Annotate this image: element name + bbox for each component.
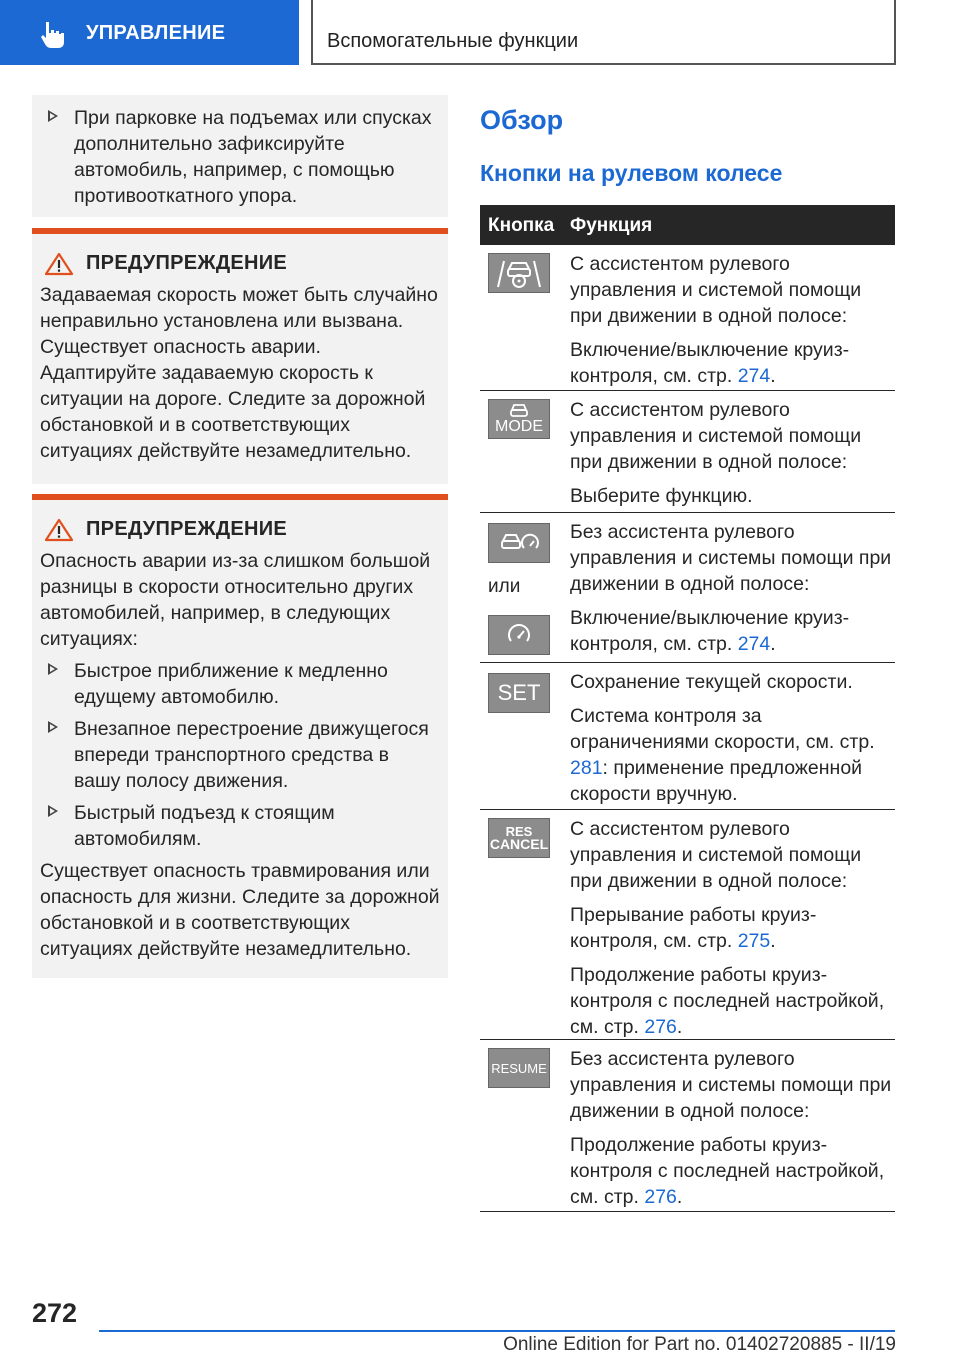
bullet-item: При парковке на подъемах или спусках дополнительно зафиксируйте автомобиль, например, с помощью противооткатного упора.: [32, 105, 448, 209]
or-label: или: [488, 576, 521, 597]
page-link[interactable]: 274: [737, 365, 771, 387]
triangle-bullet-icon: [48, 110, 58, 122]
column-header-button: Кнопка: [488, 215, 555, 236]
page-link[interactable]: 276: [644, 1186, 677, 1208]
function-description: С ассистентом рулевого управления и системой помощи при движении в одной полосе: Прерывание работы круиз-контроля, см. стр. 275. Продолжение работы круиз-контроля с последней настройкой, см. стр. 276.: [570, 818, 885, 1038]
resume-button: RESUME: [488, 1048, 550, 1088]
table-header: [480, 205, 895, 245]
cruise-control-icon: [497, 528, 541, 558]
cruise-control-button: [488, 523, 550, 563]
table-row: [480, 663, 895, 810]
warning-title: ПРЕДУПРЕЖДЕНИЕ: [86, 518, 288, 540]
function-description: Сохранение текущей скорости. Система контроля за ограничениями скорости, см. стр. 281: применение предложенной скорости вручную.: [570, 671, 875, 805]
page-link[interactable]: 275: [737, 930, 771, 952]
triangle-bullet-icon: [48, 663, 58, 675]
triangle-bullet-icon: [48, 721, 58, 733]
warning-box-1: [32, 228, 448, 484]
function-description: Без ассистента рулевого управления и системы помощи при движении в одной полосе: Включение/выключение круиз-контроля, см. стр. 274.: [570, 521, 892, 655]
section-heading: Обзор: [480, 105, 564, 135]
set-button: SET: [488, 673, 550, 713]
chapter-title: Вспомогательные функции: [327, 30, 579, 52]
steering-assist-icon: [490, 255, 548, 291]
bullet-item: Быстрое приближение к медленно едущему автомобилю.: [32, 658, 440, 710]
footer-divider: [99, 1330, 895, 1332]
section-label: УПРАВЛЕНИЕ: [86, 22, 226, 44]
edition-text: Online Edition for Part no. 01402720885 - II/19: [503, 1334, 896, 1355]
page-link[interactable]: 281: [570, 757, 603, 779]
warning-intro: Опасность аварии из-за слишком большой разницы в скорости относительно других автомобилей, например, в следующих ситуациях:: [40, 550, 431, 650]
warning-box-2: [32, 494, 448, 978]
bullet-item: Быстрый подъезд к стоящим автомобилям.: [32, 800, 440, 852]
table-row: [480, 391, 895, 513]
hand-pointer-icon: [40, 20, 66, 50]
subsection-heading: Кнопки на рулевом колесе: [480, 160, 783, 186]
warning-triangle-icon: [44, 518, 74, 542]
page-link[interactable]: 274: [737, 633, 771, 655]
cruise-control-button-alt: [488, 615, 550, 655]
speedometer-icon: [504, 620, 534, 650]
steering-assist-button: [488, 253, 550, 293]
warning-triangle-icon: [44, 252, 74, 276]
bullet-item: Внезапное перестроение движущегося впереди транспортного средства в вашу полосу движения.: [32, 716, 440, 794]
warning-outro: Существует опасность травмирования или опасность для жизни. Следите за дорожной обстановкой и в соответствующих ситуациях действуйте незамедлительно.: [40, 860, 440, 960]
section-tab[interactable]: [0, 0, 299, 65]
function-description: С ассистентом рулевого управления и системой помощи при движении в одной полосе: Выберите функцию.: [570, 399, 862, 507]
chapter-header: [311, 0, 896, 65]
function-description: Без ассистента рулевого управления и системы помощи при движении в одной полосе: Продолжение работы круиз-контроля с последней настройкой, см. стр. 276.: [570, 1048, 892, 1208]
parking-note-box: [32, 95, 448, 217]
mode-icon: [506, 403, 532, 419]
table-row: [480, 1040, 895, 1212]
triangle-bullet-icon: [48, 805, 58, 817]
page-link[interactable]: 276: [644, 1016, 677, 1038]
warning-title: ПРЕДУПРЕЖДЕНИЕ: [86, 252, 288, 274]
table-row: [480, 513, 895, 663]
table-row: [480, 245, 895, 391]
page-number: 272: [32, 1298, 78, 1328]
function-description: С ассистентом рулевого управления и системой помощи при движении в одной полосе: Включение/выключение круиз-контроля, см. стр. 274.: [570, 253, 862, 387]
table-row: [480, 810, 895, 1040]
warning-text: Задаваемая скорость может быть случайно неправильно установлена или вызвана. Существует опасность аварии. Адаптируйте задаваемую скорость к ситуации на дороге. Следите за дорожной обстановкой и в соответствующих ситуациях действуйте незамедлительно.: [40, 284, 438, 462]
res-cancel-button: RES CANCEL: [488, 818, 550, 858]
column-header-function: Функция: [570, 215, 653, 236]
mode-button: MODE: [488, 399, 550, 439]
